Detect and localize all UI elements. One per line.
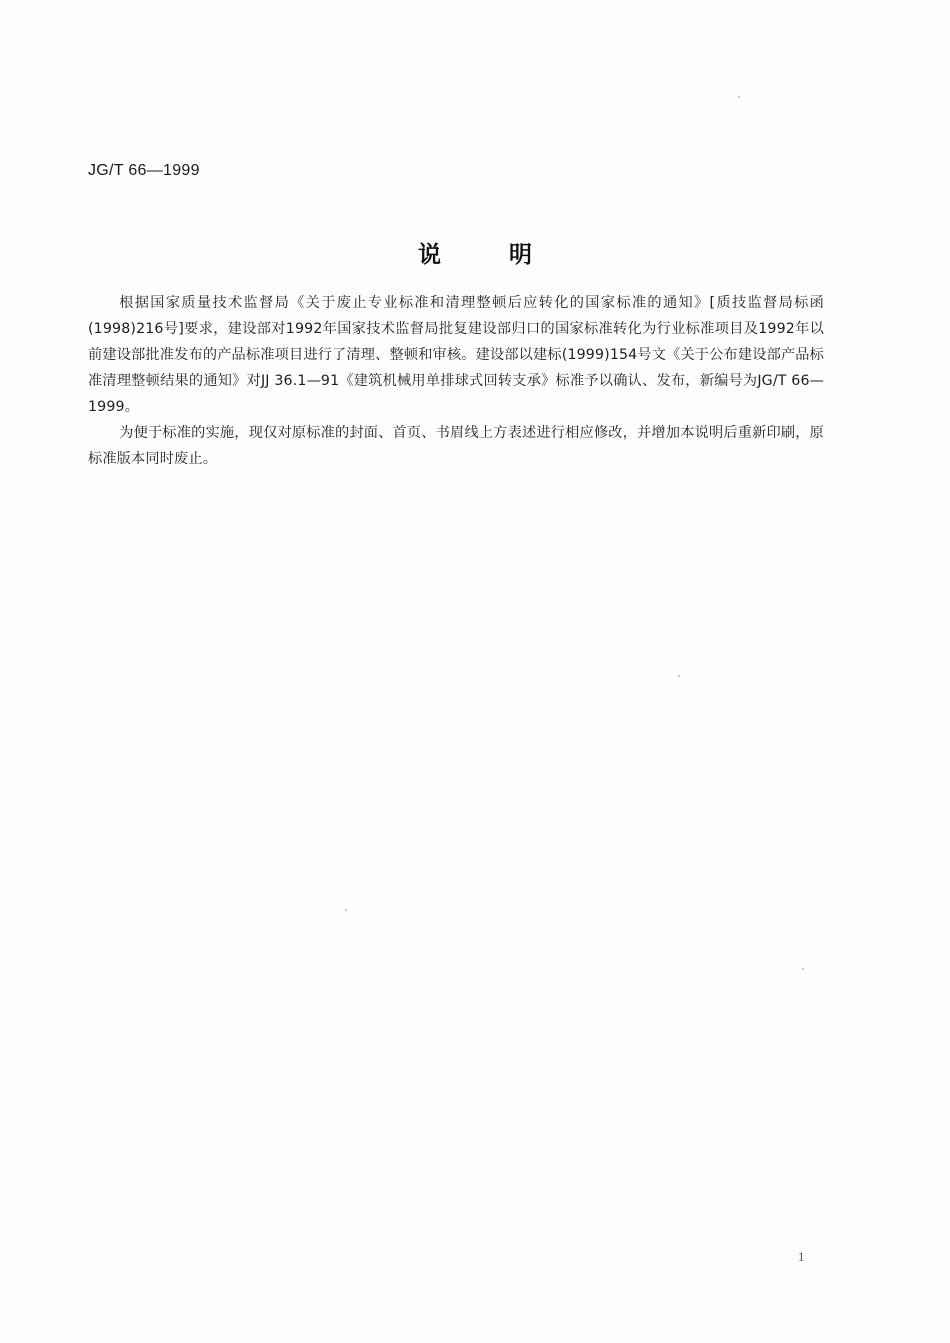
title-char-1: 说: [418, 242, 441, 268]
scan-speck: [678, 675, 680, 677]
body-text: [88, 290, 824, 472]
title-char-2: 明: [509, 242, 532, 268]
page-number: 1: [798, 1249, 805, 1264]
scan-speck: [802, 968, 804, 970]
standard-code: JG/T 66—1999: [88, 162, 200, 179]
scan-speck: [738, 96, 740, 98]
paragraph-2: 为便于标准的实施，现仅对原标准的封面、首页、书眉线上方表述进行相应修改，并增加本说明后重新印刷，原标准版本同时废止。: [88, 425, 824, 467]
page-title: [0, 236, 950, 269]
scan-speck: [345, 909, 347, 911]
paragraph-1: 根据国家质量技术监督局《关于废止专业标准和清理整顿后应转化的国家标准的通知》[质技监督局标函(1998)216号]要求，建设部对1992年国家技术监督局批复建设部归口的国家标准转化为行业标准项目及1992年以前建设部批准发布的产品标准项目进行了清理、整顿和审核。建设部以建标(1999)154号文《关于公布建设部产品标准清理整顿结果的通知》对JJ 36.1—91《建筑机械用单排球式回转支承》标准予以确认、发布，新编号为JG/T 66—1999。: [88, 295, 824, 415]
